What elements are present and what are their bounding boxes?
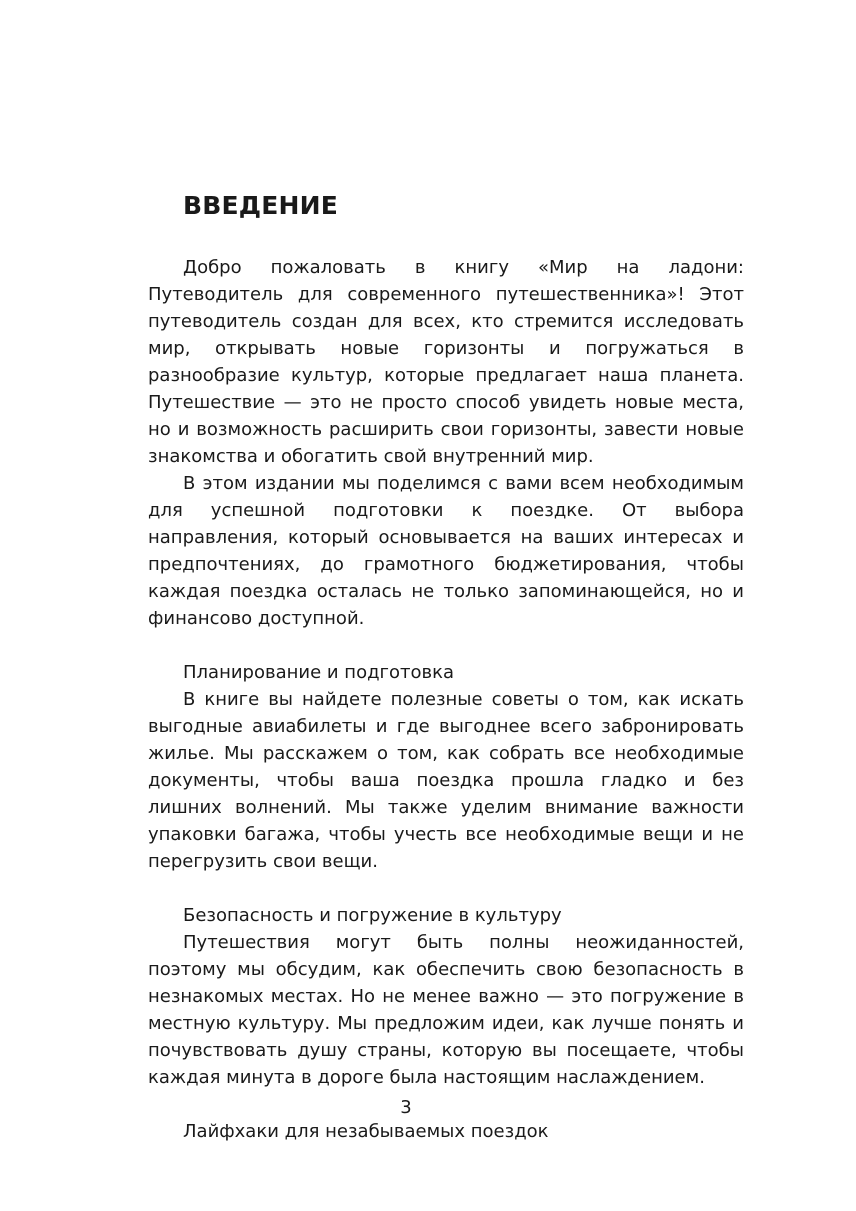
paragraph-safety: Путешествия могут быть полны неожиданностей, поэтому мы обсудим, как обеспечить свою безопасность в незнакомых местах. Но не менее важно — это погружение в местную культуру. Мы предложим идеи, как лучше понять и почувствовать душу страны, которую вы посещаете, чтобы каждая минута в дороге была настоящим наслаждением. bbox=[148, 932, 744, 1088]
paragraph-intro: Добро пожаловать в книгу «Мир на ладони: Путеводитель для современного путешественника»! Этот путеводитель создан для всех, кто стремится исследовать мир, открывать новые горизонты и погружаться в разнообразие культур, которые предлагает наша планета. Путешествие — это не просто способ увидеть новые места, но и возможность расширить свои горизонты, завести новые знакомства и обогатить свой внутренний мир. bbox=[148, 257, 744, 467]
subheading-lifehacks: Лайфхаки для незабываемых поездок bbox=[183, 1121, 549, 1142]
subheading-planning: Планирование и подготовка bbox=[183, 662, 455, 683]
page-number: 3 bbox=[400, 1097, 412, 1118]
chapter-heading: ВВЕДЕНИЕ bbox=[183, 191, 339, 220]
subheading-safety: Безопасность и погружение в культуру bbox=[183, 905, 562, 926]
paragraph-edition: В этом издании мы поделимся с вами всем необходимым для успешной подготовки к поездке. От выбора направления, который основывается на ваших интересах и предпочтениях, до грамотного бюджетирования, чтобы каждая поездка осталась не только запоминающейся, но и финансово доступной. bbox=[148, 473, 744, 629]
section-gap bbox=[148, 875, 744, 902]
section-gap bbox=[148, 632, 744, 659]
paragraph-planning: В книге вы найдете полезные советы о том, как искать выгодные авиабилеты и где выгоднее всего забронировать жилье. Мы расскажем о том, как собрать все необходимые документы, чтобы ваша поездка прошла гладко и без лишних волнений. Мы также уделим внимание важности упаковки багажа, чтобы учесть все необходимые вещи и не перегрузить свои вещи. bbox=[148, 689, 744, 872]
page-content bbox=[148, 186, 744, 1145]
